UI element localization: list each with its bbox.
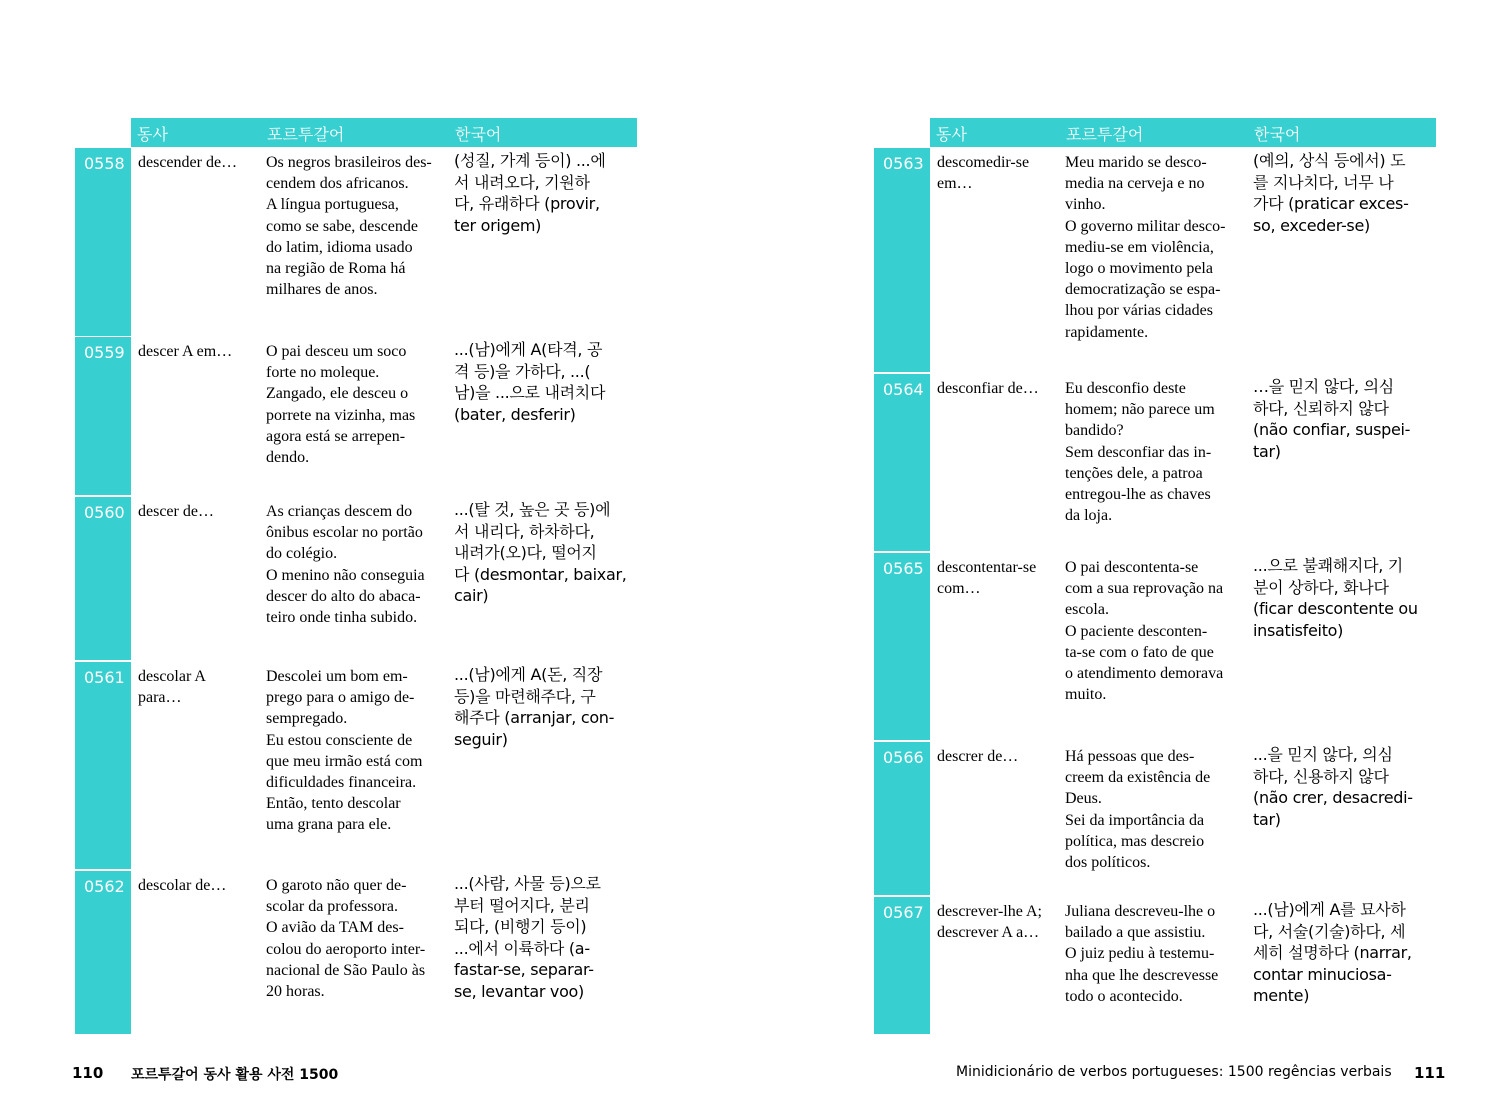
entry-number-band bbox=[75, 337, 131, 495]
table-header bbox=[930, 118, 1436, 147]
entry-korean: ...(탈 것, 높은 곳 등)에 서 내리다, 하차하다, 내려가(오)다, 떨어지 다 (desmontar, baixar, cair) bbox=[454, 500, 627, 606]
header-korean: 한국어 bbox=[455, 125, 502, 144]
entry-number: 0560 bbox=[84, 503, 125, 522]
page-number: 110 bbox=[72, 1064, 104, 1082]
entry-row bbox=[874, 742, 1436, 895]
entry-row bbox=[874, 897, 1436, 1034]
entry-korean: …을 믿지 않다, 의심 하다, 신뢰하지 않다 (não confiar, suspei- tar) bbox=[1253, 377, 1411, 461]
entry-number-band bbox=[75, 662, 131, 869]
entry-number-band bbox=[874, 553, 930, 740]
entry-number: 0563 bbox=[883, 154, 924, 173]
entry-number: 0565 bbox=[883, 559, 924, 578]
entry-number-band bbox=[75, 148, 131, 336]
entry-verb: desconfiar de… bbox=[937, 380, 1039, 397]
header-portuguese: 포르투갈어 bbox=[1066, 125, 1144, 144]
entry-number-band bbox=[75, 497, 131, 660]
entry-number: 0562 bbox=[84, 877, 125, 896]
entry-row bbox=[75, 497, 637, 660]
entry-row bbox=[874, 374, 1436, 551]
header-verb: 동사 bbox=[936, 125, 967, 144]
book-title: 포르투갈어 동사 활용 사전 1500 bbox=[131, 1067, 339, 1083]
entry-example: As crianças descem do ônibus escolar no portão do colégio. O menino não conseguia descer do alto do abaca- teiro onde tinha subido. bbox=[266, 503, 425, 627]
entry-number: 0566 bbox=[883, 748, 924, 767]
entry-korean: ...(남)에게 A를 묘사하 다, 서술(기술)하다, 세 세히 설명하다 (narrar, contar minuciosa- mente) bbox=[1253, 900, 1412, 1006]
entry-verb: descomedir-se em… bbox=[937, 154, 1030, 193]
entry-korean: ...(남)에게 A(돈, 직장 등)을 마련해주다, 구 해주다 (arranjar, con- seguir) bbox=[454, 665, 615, 749]
entry-row bbox=[874, 148, 1436, 372]
entry-verb: descer A em… bbox=[138, 343, 233, 360]
entry-verb: descolar de… bbox=[138, 877, 227, 894]
entry-example: Juliana descreveu-lhe o bailado a que assistiu. O juiz pediu à testemu- nha que lhe descrevesse todo o acontecido. bbox=[1065, 903, 1219, 1005]
entry-verb: descender de… bbox=[138, 154, 238, 171]
right-page bbox=[756, 0, 1512, 1111]
page-number: 111 bbox=[1414, 1064, 1446, 1082]
entry-row bbox=[75, 662, 637, 869]
entry-korean: (성질, 가계 등이) ...에 서 내려오다, 기원하 다, 유래하다 (provir, ter origem) bbox=[454, 151, 606, 235]
entry-example: Há pessoas que des- creem da existência de Deus. Sei da importância da política, mas descreio dos políticos. bbox=[1065, 748, 1211, 872]
entry-number: 0561 bbox=[84, 668, 125, 687]
entry-number: 0559 bbox=[84, 343, 125, 362]
book-title: Minidicionário de verbos portugueses: 1500 regências verbais bbox=[956, 1064, 1392, 1080]
entry-verb: descrer de… bbox=[937, 748, 1019, 765]
entry-korean: ...으로 불쾌해지다, 기 분이 상하다, 화나다 (ficar descontente ou insatisfeito) bbox=[1253, 556, 1418, 640]
entry-number-band bbox=[874, 148, 930, 372]
entry-example: O pai descontenta-se com a sua reprovação na escola. O paciente desconten- ta-se com o fato de que o atendimento demorava muito. bbox=[1065, 559, 1224, 704]
table-header bbox=[131, 118, 637, 147]
entry-example: Os negros brasileiros des- cendem dos africanos. A língua portuguesa, como se sabe, descende do latim, idioma usado na região de Roma há milhares de anos. bbox=[266, 154, 432, 299]
entry-row bbox=[75, 148, 637, 336]
entry-example: O pai desceu um soco forte no moleque. Zangado, ele desceu o porrete na vizinha, mas agora está se arrepen- dendo. bbox=[266, 343, 416, 467]
entry-korean: ...(남)에게 A(타격, 공 격 등)을 가하다, ...( 남)을 ...으로 내려치다 (bater, desferir) bbox=[454, 340, 606, 424]
entry-korean: ...을 믿지 않다, 의심 하다, 신용하지 않다 (não crer, desacredi- tar) bbox=[1253, 745, 1413, 829]
entry-example: Eu desconfio deste homem; não parece um bandido? Sem desconfiar das in- tenções dele, a patroa entregou-lhe as chaves da loja. bbox=[1065, 380, 1215, 525]
entry-korean: (예의, 상식 등에서) 도 를 지나치다, 너무 나 가다 (praticar exces- so, exceder-se) bbox=[1253, 151, 1409, 235]
entry-number: 0558 bbox=[84, 154, 125, 173]
entry-number-band bbox=[874, 374, 930, 551]
entry-verb: descontentar-se com… bbox=[937, 559, 1037, 598]
entry-example: Meu marido se desco- media na cerveja e no vinho. O governo militar desco- mediu-se em violência, logo o movimento pela democratização se espa- lhou por várias cidades rapidamente. bbox=[1065, 154, 1226, 341]
entry-korean: ...(사람, 사물 등)으로 부터 떨어지다, 분리 되다, (비행기 등이) ...에서 이륙하다 (a- fastar-se, separar- se, levantar voo) bbox=[454, 874, 601, 1001]
entry-number-band bbox=[75, 871, 131, 1034]
entry-verb: descolar A para… bbox=[138, 668, 206, 707]
entry-number: 0567 bbox=[883, 903, 924, 922]
entry-number: 0564 bbox=[883, 380, 924, 399]
header-verb: 동사 bbox=[137, 125, 168, 144]
header-korean: 한국어 bbox=[1254, 125, 1301, 144]
entry-verb: descrever-lhe A; descrever A a… bbox=[937, 903, 1042, 942]
entry-row bbox=[874, 553, 1436, 740]
entry-row bbox=[75, 337, 637, 495]
entry-verb: descer de… bbox=[138, 503, 214, 520]
header-portuguese: 포르투갈어 bbox=[267, 125, 345, 144]
entry-example: O garoto não quer de- scolar da professora. O avião da TAM des- colou do aeroporto inter- nacional de São Paulo às 20 horas. bbox=[266, 877, 426, 1001]
entry-example: Descolei um bom em- prego para o amigo de- sempregado. Eu estou consciente de que meu irmão está com dificuldades financeira. Então, tento descolar uma grana para ele. bbox=[266, 668, 423, 834]
entry-row bbox=[75, 871, 637, 1034]
entry-number-band bbox=[874, 742, 930, 895]
entry-number-band bbox=[874, 897, 930, 1034]
